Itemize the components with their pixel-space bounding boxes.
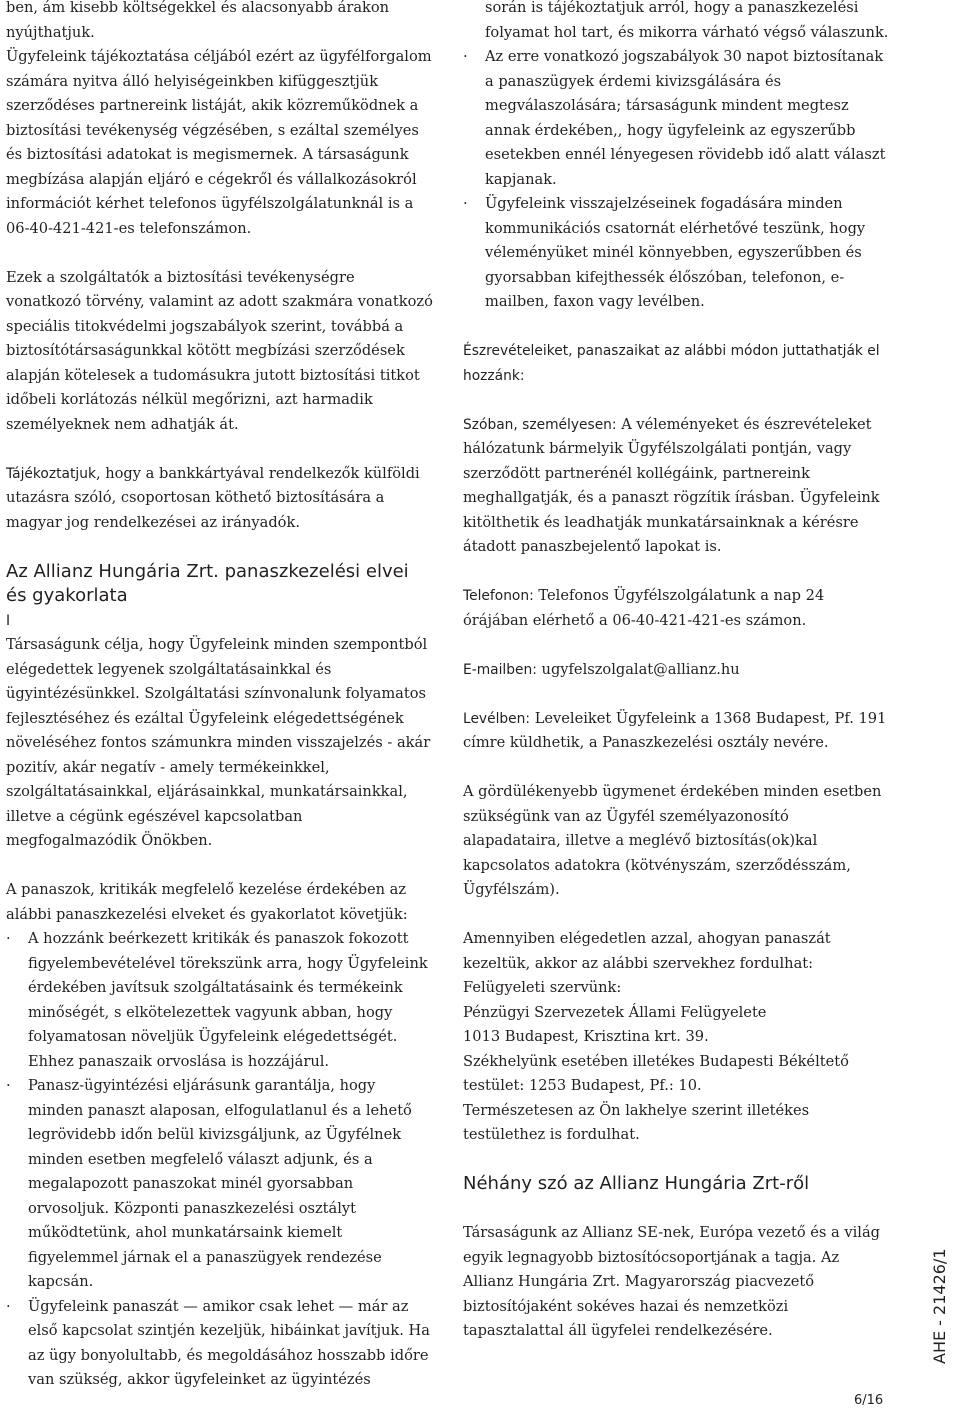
supervisor-line: Természetesen az Ön lakhelye szerint illetékes testülethez is fordulhat. [463,1101,810,1143]
principles-list-continued [463,45,891,315]
list-item: · Az erre vonatkozó jogszabályok 30 napot biztosítanak a panaszügyek érdemi kivizsgálására és megválaszolására; társaságunk mindent megtesz annak érdekében,, hogy ügyfeleink az egyszerűbb esetekben ennél lényegesen rövidebb idő alatt választ kapjanak. [463,45,891,192]
info-label: Tájékoztatjuk [6,465,96,482]
info-text: , hogy a bankkártyával rendelkezők külföldi utazásra szóló, csoportosan köthető biztosítására a magyar jog rendelkezései az irányadók. [6,464,420,531]
list-item: · Ügyfeleink panaszát — amikor csak lehet — már az első kapcsolat szintjén kezeljük, hibáinkat javítjuk. Ha az ügy bonyolultabb, és megoldásához hosszabb időre van szükség, akkor ügyfeleinket az ügyintézés [6,1295,434,1393]
supervisor-block [463,927,891,1148]
supervisor-line: Felügyeleti szervünk: [463,979,622,996]
list-item: · Ügyfeleink visszajelzéseinek fogadására minden kommunikációs csatornát elérhetővé teszünk, hogy véleményüket minél könnyebben, egyszerűbben és gyorsabban kifejthessék élőszóban, telefonon, e-mailben, faxon vagy levélben. [463,192,891,315]
supervisor-line: Pénzügyi Szervezetek Állami Felügyelete [463,1003,767,1021]
page-number: 6/16 [854,1393,884,1408]
personal-label: Szóban, személyesen: [463,416,617,433]
personal-channel-paragraph [463,413,891,560]
about-heading: Néhány szó az Allianz Hungária Zrt-ről [463,1173,810,1194]
principles-list [6,927,434,1393]
data-request-paragraph: A gördülékenyebb ügymenet érdekében minden esetben szükségünk van az Ügyfél személyazonosító alapadataira, illetve a meglévő biztosítás(ok)kal kapcsolatos adatokra (kötvényszám, szerződésszám, Ügyfélszám). [463,783,882,898]
right-column [463,0,891,1344]
info-paragraph [6,462,434,536]
email-text: ugyfelszolgalat@allianz.hu [536,660,740,678]
phone-label: Telefonon: [463,588,534,604]
email-channel-paragraph [463,658,891,683]
supervisor-line: Amennyiben elégedetlen azzal, ahogyan panaszát kezeltük, akkor az alábbi szervekhez fordulhat: [463,930,831,972]
phone-channel-paragraph [463,584,891,633]
supervisor-line: 1013 Budapest, Krisztina krt. 39. [463,1028,709,1045]
list-item: · Panasz-ügyintézési eljárásunk garantálja, hogy minden panaszt alaposan, elfogulatlanul és a lehető legrövidebb időn belül kivizsgáljunk, az Ügyfélnek minden esetben megfelelő választ adjunk, és a megalapozott panaszokat minél gyorsabban orvosoljuk. Központi panaszkezelési osztályt működtetünk, ahol munkatársaink kiemelt figyelemmel járnak el a panaszügyek rendezése kapcsán. [6,1074,434,1295]
principles-intro-paragraph: A panaszok, kritikák megfelelő kezelése érdekében az alábbi panaszkezelési elveket és gyakorlatot követjük: [6,881,408,923]
roman-marker: I [6,612,11,629]
document-code: AHE - 21426/1 [930,1248,949,1364]
left-column [6,0,434,1393]
supervisor-line: Székhelyünk esetében illetékes Budapesti Békéltető testület: 1253 Budapest, Pf.: 10. [463,1052,849,1094]
letter-label: Levélben: [463,710,531,727]
letter-text: Leveleiket Ügyfeleink a 1368 Budapest, Pf. 191 címre küldhetik, a Panaszkezelési osztály nevére. [463,709,887,751]
goal-paragraph: Társaságunk célja, hogy Ügyfeleink minden szempontból elégedettek legyenek szolgáltatásainkkal és ügyintézésünkkel. Szolgáltatási színvonalunk folyamatos fejlesztéséhez és ezáltal Ügyfeleink elégedettségének növeléséhez fontos számunkra minden visszajelzés - akár pozitív, akár negatív - amely termékeinkkel, szolgáltatásainkkal, eljárásainkkal, munkatársainkkal, illetve a cégünk egészével kapcsolatban megfogalmazódik Önökben. [6,636,431,849]
list-item: · A hozzánk beérkezett kritikák és panaszok fokozott figyelembevételével törekszünk arra, hogy Ügyfeleink érdekében javítsuk szolgáltatásaink és termékeink minőségét, s elkötelezettek vagyunk abban, hogy folyamatosan növeljük Ügyfeleink elégedettségét. Ehhez panaszaik orvoslása is hozzájárul. [6,927,434,1074]
continuation-paragraph: során is tájékoztatjuk arról, hogy a panaszkezelési folyamat hol tart, és mikorra várható végső válaszunk. [485,0,889,41]
intro-tail-paragraph: ben, ám kisebb költségekkel és alacsonyabb árakon nyújthatjuk. [6,0,390,41]
email-label: E-mailben: [463,661,537,678]
secrecy-paragraph: Ezek a szolgáltatók a biztosítási tevékenységre vonatkozó törvény, valamint az adott szakmára vonatkozó speciális titokvédelmi jogszabályok szerint, továbbá a biztosítótársaságunkkal kötött megbízási szerződések alapján kötelesek a tudomásukra jutott biztosítási titkot időbeli korlátozás nélkül megőrizni, azt harmadik személyeknek nem adhatják át. [6,268,433,433]
letter-channel-paragraph [463,707,891,756]
about-paragraph: Társaságunk az Allianz SE-nek, Európa vezető és a világ egyik legnagyobb biztosítócsoportjának a tagja. Az Allianz Hungária Zrt. Magyarország piacvezető biztosítójaként sokéves hazai és nemzetközi tapasztalattal áll ügyfelei rendelkezésére. [463,1224,881,1339]
phone-text: Telefonos Ügyfélszolgálatunk a nap 24 órájában elérhető a 06-40-421-421-es számon. [463,587,825,629]
complaints-heading: Az Allianz Hungária Zrt. panaszkezelési elvei és gyakorlata [6,560,409,606]
partners-paragraph: Ügyfeleink tájékoztatása céljából ezért az ügyfélforgalom számára nyitva álló helyiségeinkben kifüggesztjük szerződéses partnereink listáját, akik közreműködnek a biztosítási tevékenység végzésében, s ezáltal személyes és biztosítási adatokat is megismernek. A társaságunk megbízása alapján eljáró e cégekről és vállalkozásokról információt kérhet telefonos ügyfélszolgálatunknál is a 06-40-421-421-es telefonszámon. [6,48,432,237]
channels-heading: Észrevételeiket, panaszaikat az alábbi módon juttathatják el hozzánk: [463,343,880,384]
personal-text: A véleményeket és észrevételeket hálózatunk bármelyik Ügyfélszolgálati pontján, vagy szerződött partnerénél kollégáink, partnereink meghallgatják, és a panaszt rögzítik írásban. Ügyfeleink kitölthetik és leadhatják munkatársainknak a kérésre átadott panaszbejelentő lapokat is. [463,415,880,555]
